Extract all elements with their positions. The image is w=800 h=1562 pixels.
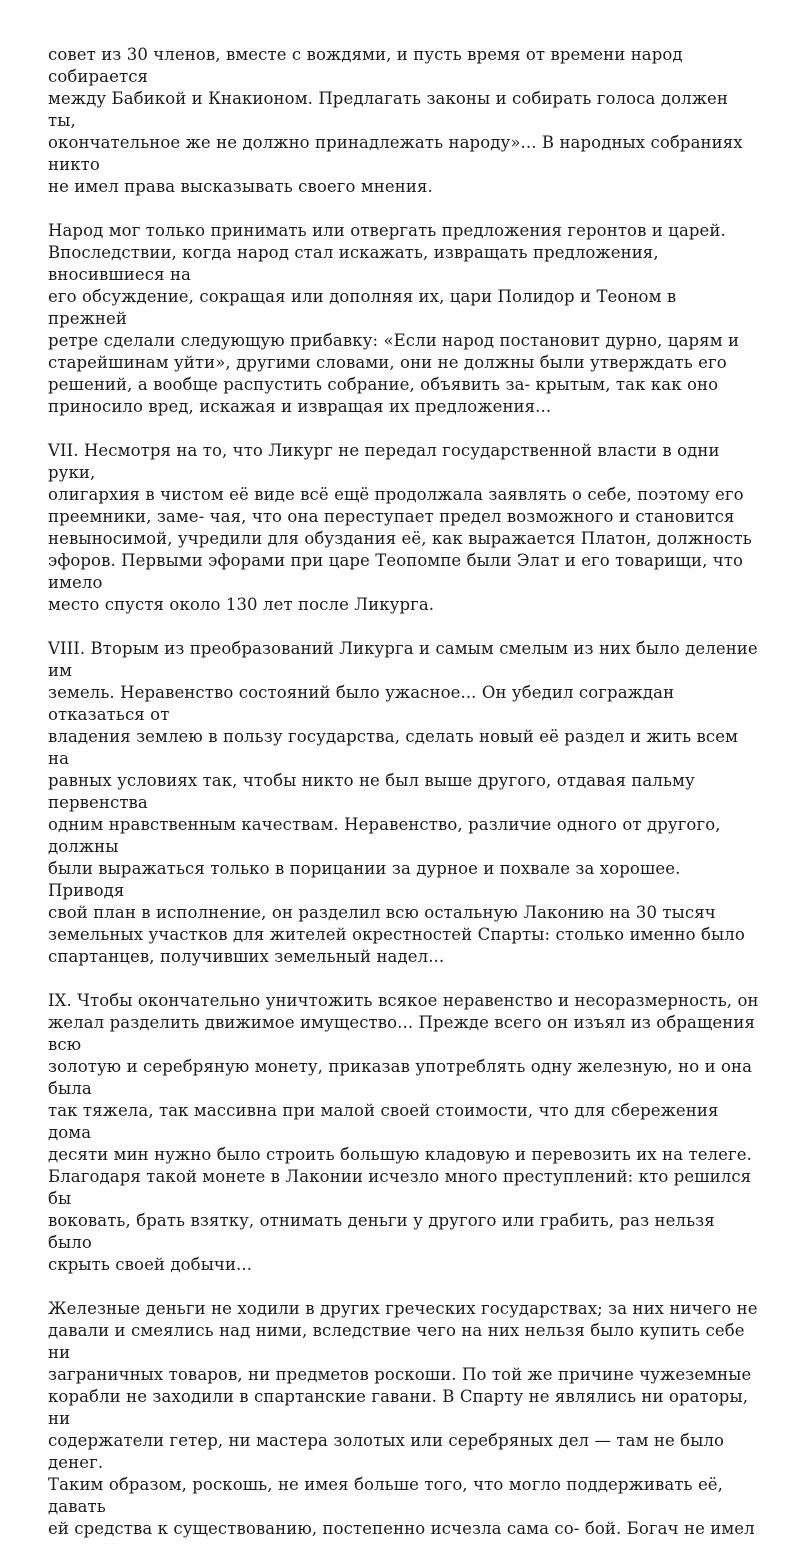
document-page — [48, 44, 760, 1562]
paragraph-1: совет из 30 членов, вместе с вождями, и пусть время от времени народ собирается между Бабикой и Кнакионом. Предлагать законы и собирать голоса должен ты, окончательное же не должно принадлежать народу»... В народных собраниях никто не имел права высказывать своего мнения. — [48, 45, 743, 196]
paragraph-6: Железные деньги не ходили в других греческих государствах; за них ничего не давали и смеялись над ними, вследствие чего на них нельзя было купить себе ни заграничных товаров, ни предметов роскоши. По той же причине чужеземные корабли не заходили в спартанские гавани. В Спарту не являлись ни ораторы, ни содержатели гетер, ни мастера золотых или серебряных дел — там не было денег. Таким образом, роскошь, не имея больше того, что могло поддерживать её, давать ей средства к существованию, постепенно исчезла сама со- бой. Богач не имел — [48, 1299, 758, 1538]
paragraph-5: IX. Чтобы окончательно уничтожить всякое неравенство и несоразмерность, он желал разделить движимое имущество... Прежде всего он изъял из обращения всю золотую и серебряную монету, приказав употреблять одну железную, но и она была так тяжела, так массивна при малой своей стоимости, что для сбережения дома десяти мин нужно было строить большую кладовую и перевозить их на телеге. Благодаря такой монете в Лаконии исчезло много преступлений: кто решился бы воковать, брать взятку, отнимать деньги у другого или грабить, раз нельзя было скрыть своей добычи... — [48, 991, 759, 1274]
paragraph-3: VII. Несмотря на то, что Ликург не передал государственной власти в одни руки, олигархия в чистом её виде всё ещё продолжала заявлять о себе, поэтому его преемники, заме- чая, что она переступает предел возможного и становится невыносимой, учредили для обуздания её, как выражается Платон, должность эфоров. Первыми эфорами при царе Теопомпе были Элат и его товарищи, что имело место спустя около 130 лет после Ликурга. — [48, 441, 752, 614]
paragraph-4: VIII. Вторым из преобразований Ликурга и самым смелым из них было деление им земель. Неравенство состояний было ужасное... Он убедил сограждан отказаться от владения землею в пользу государства, сделать новый её раздел и жить всем на равных условиях так, чтобы никто не был выше другого, отдавая пальму первенства одним нравственным качествам. Неравенство, различие одного от другого, должны были выражаться только в порицании за дурное и похвале за хорошее. Приводя свой план в исполнение, он разделил всю остальную Лаконию на 30 тысяч земельных участков для жителей окрестностей Спарты: столько именно было спартанцев, получивших земельный надел... — [48, 639, 758, 966]
paragraph-2: Народ мог только принимать или отвергать предложения геронтов и царей. Впоследствии, когда народ стал искажать, извращать предложения, вносившиеся на его обсуждение, сокращая или дополняя их, цари Полидор и Теоном в прежней ретре сделали следующую прибавку: «Если народ постановит дурно, царям и старейшинам уйти», другими словами, они не должны были утверждать его решений, а вообще распустить собрание, объявить за- крытым, так как оно приносило вред, искажая и извращая их предложения... — [48, 221, 740, 416]
